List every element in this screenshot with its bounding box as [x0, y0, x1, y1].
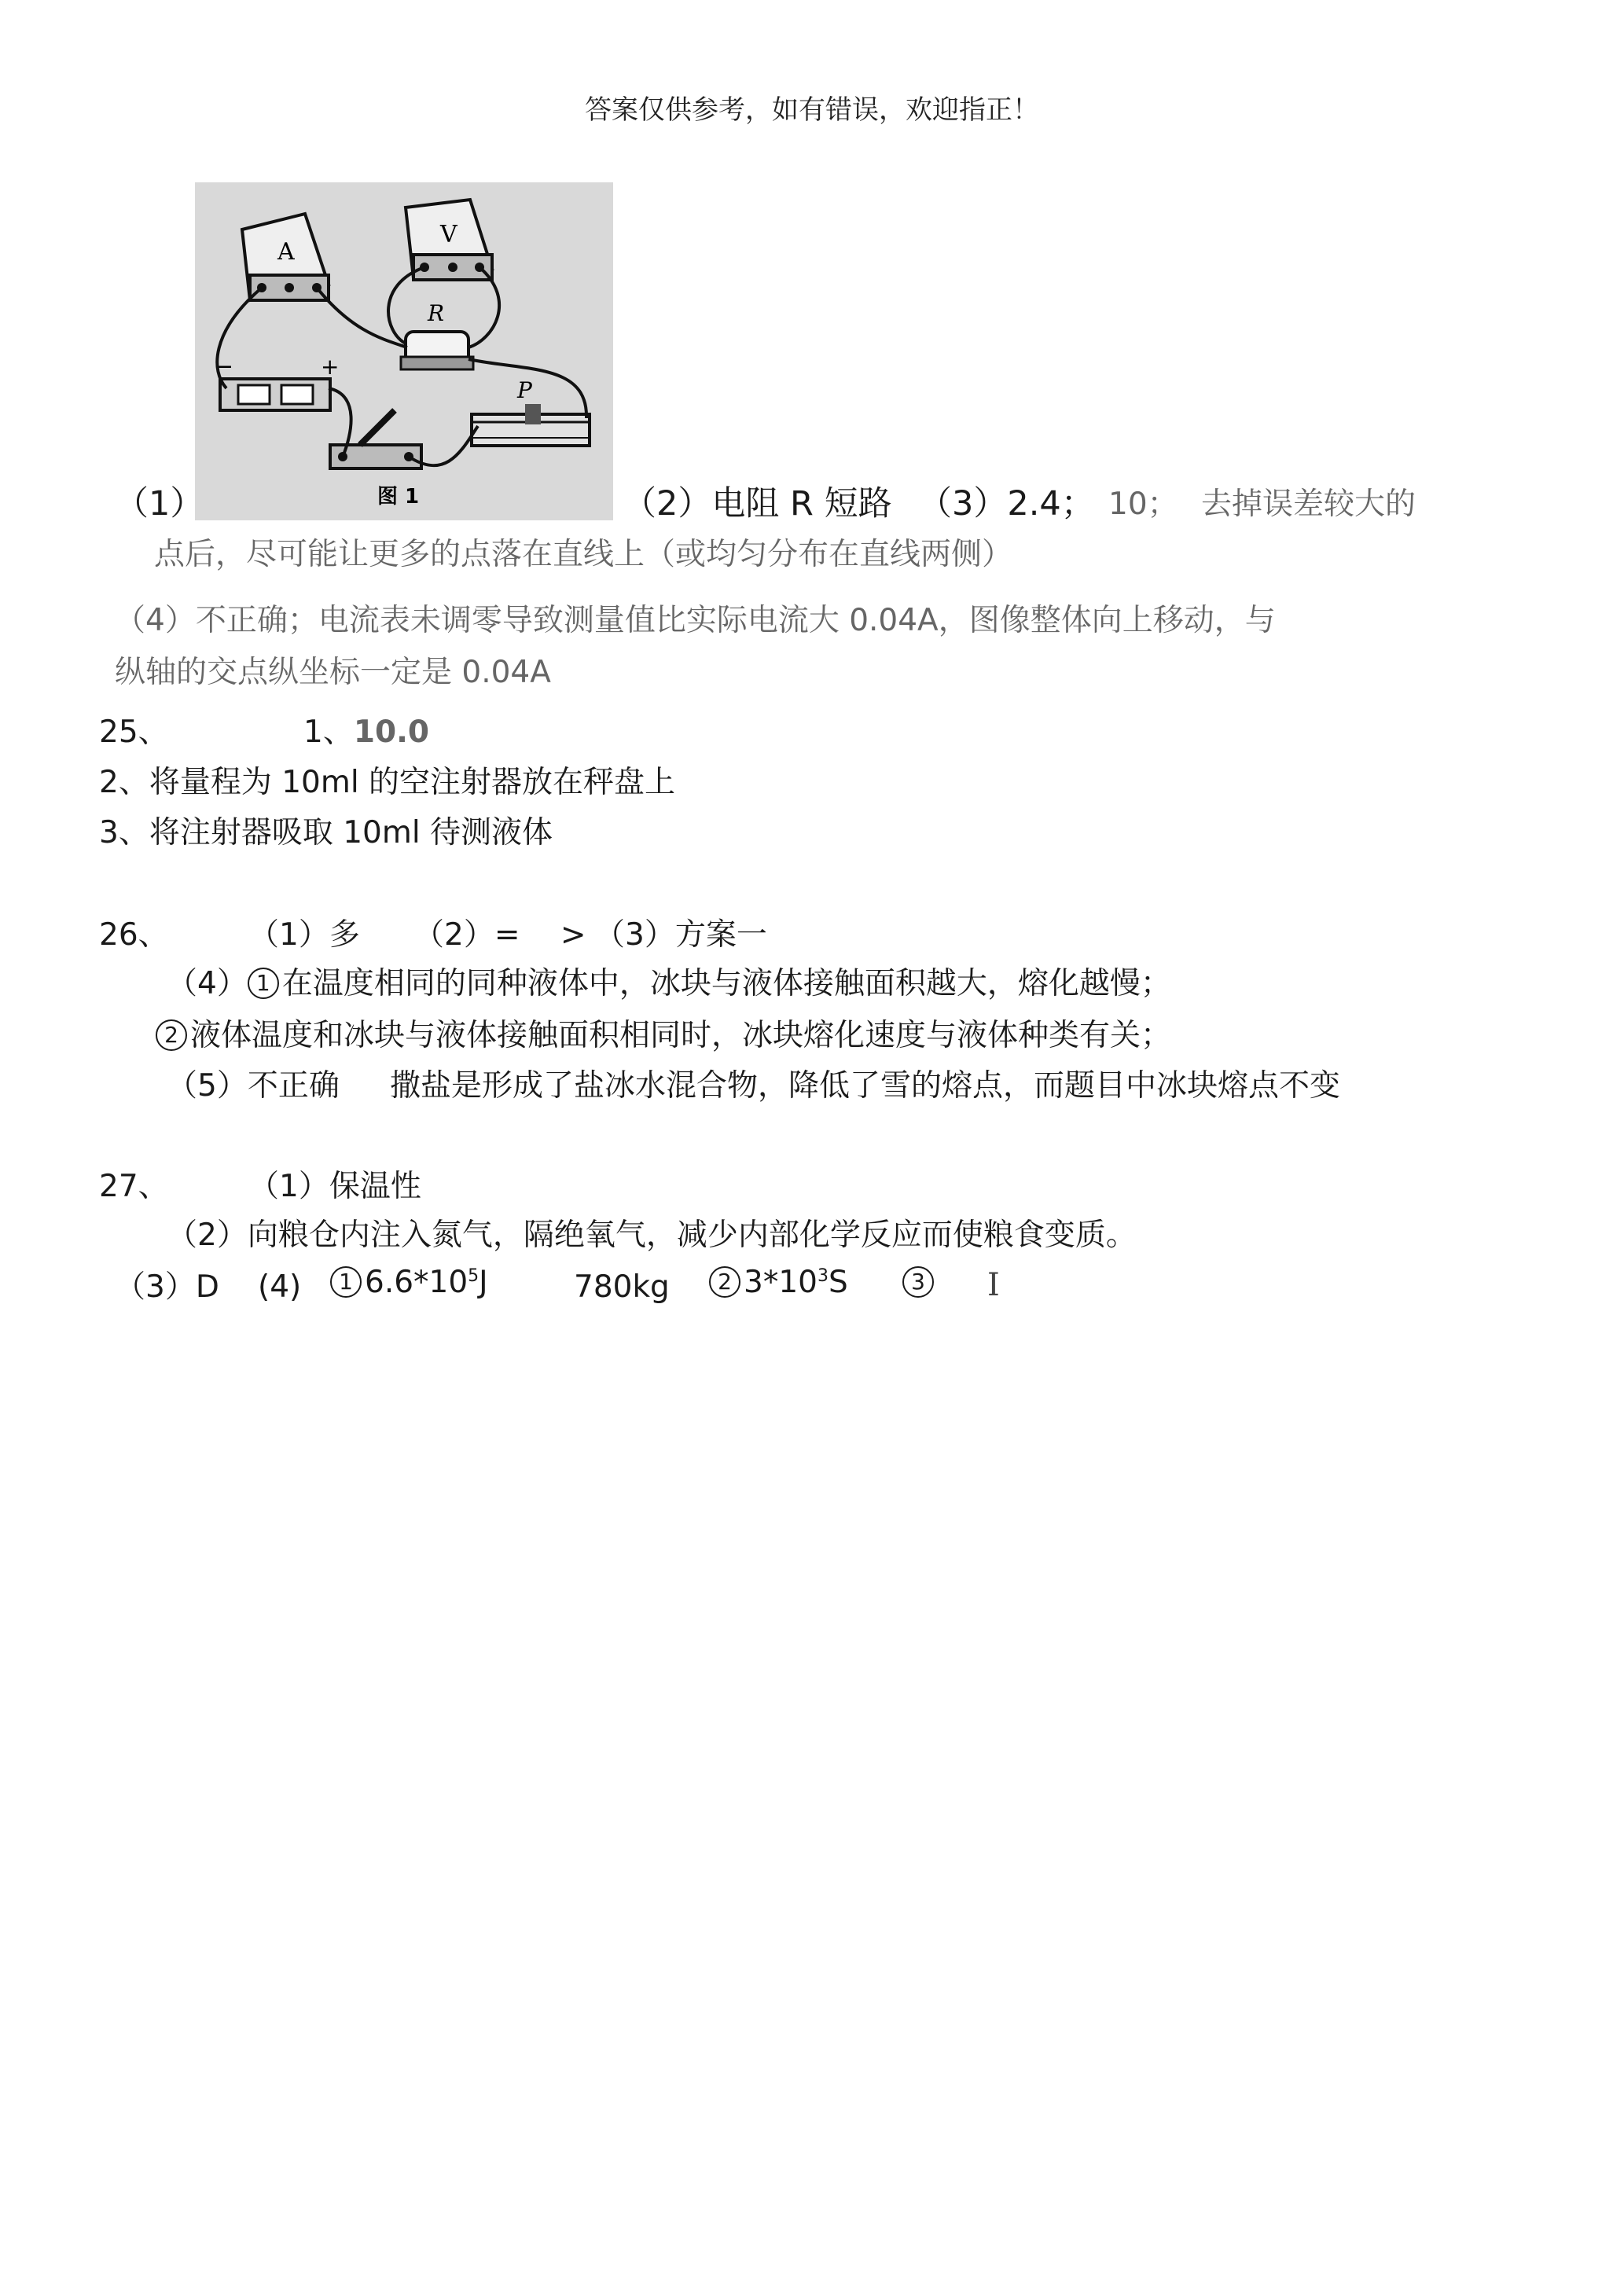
q26-part2: （2）= > [413, 917, 586, 953]
q26-part4-text2: 液体温度和冰块与液体接触面积相同时，冰块熔化速度与液体种类有关； [190, 1018, 1172, 1053]
q27-energy-unit: J [479, 1265, 488, 1300]
battery-minus: − [214, 353, 234, 380]
resistor-label: R [428, 300, 445, 326]
q26-part4-item1 [167, 968, 1171, 1001]
q27-part4-item1 [330, 1267, 488, 1300]
q26-part3: （3）方案一 [594, 917, 767, 953]
q27-part1: （1）保温性 [248, 1169, 421, 1204]
q27-time-value: 3*10 [744, 1265, 818, 1300]
circuit-figure [195, 182, 613, 520]
q27-mass-value: 780kg [574, 1269, 670, 1305]
q24-part4-line1: （4）不正确；电流表未调零导致测量值比实际电流大 0.04A，图像整体向上移动，与 [115, 603, 1276, 638]
q25-step2: 2、将量程为 10ml 的空注射器放在秤盘上 [99, 765, 676, 800]
q27-energy-value: 6.6*10 [365, 1265, 468, 1300]
q27-part4-label: (4) [258, 1269, 302, 1305]
q26-part5-reason: 撒盐是形成了盐冰水混合物，降低了雪的熔点，而题目中冰块熔点不变 [390, 1068, 1341, 1104]
circled-number-1: 1 [248, 968, 279, 999]
circled-number-1: 1 [330, 1266, 362, 1298]
q25-step1-value: 10.0 [353, 714, 430, 750]
q24-part3-value: （3）2.4； [918, 484, 1095, 523]
q24-part2: （2）电阻 R 短路 [623, 484, 892, 523]
q26-part4-label: （4） [167, 966, 248, 1001]
q27-part3: （3）D [115, 1269, 219, 1305]
q25-step1-label: 1、 [303, 714, 354, 750]
battery-plus: + [321, 354, 340, 380]
q24-part3-method-cont: 点后，尽可能让更多的点落在直线上（或均匀分布在直线两侧） [154, 537, 1013, 572]
q27-time-exponent: 3 [817, 1266, 829, 1286]
q24-part3-method: 去掉误差较大的 [1201, 487, 1416, 522]
q26-number: 26、 [99, 917, 169, 953]
q26-part1: （1）多 [248, 917, 360, 953]
circled-number-3: 3 [902, 1266, 934, 1298]
ammeter-label: A [277, 238, 295, 266]
q24-part3-resistance: 10； [1108, 487, 1178, 522]
q26-part4-text1: 在温度相同的同种液体中，冰块与液体接触面积越大，熔化越慢； [281, 966, 1171, 1001]
q26-part5-answer: （5）不正确 [167, 1068, 340, 1104]
q24-part4-line2: 纵轴的交点纵坐标一定是 0.04A [115, 655, 551, 690]
q27-number: 27、 [99, 1169, 169, 1204]
q26-part4-item2 [156, 1020, 1171, 1053]
circled-number-2: 2 [156, 1019, 187, 1051]
q27-part4-item2 [709, 1267, 848, 1300]
q25-step1 [303, 714, 430, 750]
q24-part1-label: （1） [115, 484, 204, 523]
figure-caption: 图 1 [377, 485, 420, 509]
text-cursor-icon: I [987, 1267, 1000, 1303]
page-header: 答案仅供参考，如有错误，欢迎指正！ [585, 94, 1039, 126]
circled-number-2: 2 [709, 1266, 740, 1298]
q27-part4-item3 [902, 1267, 937, 1300]
q27-time-unit: S [828, 1265, 848, 1300]
voltmeter-label: V [440, 221, 457, 248]
q25-number: 25、 [99, 714, 169, 750]
q27-energy-exponent: 5 [468, 1266, 479, 1286]
q25-step3: 3、将注射器吸取 10ml 待测液体 [99, 815, 553, 850]
q27-part2: （2）向粮仓内注入氮气，隔绝氧气，减少内部化学反应而使粮食变质。 [167, 1218, 1137, 1253]
rheostat-label: P [517, 377, 532, 403]
